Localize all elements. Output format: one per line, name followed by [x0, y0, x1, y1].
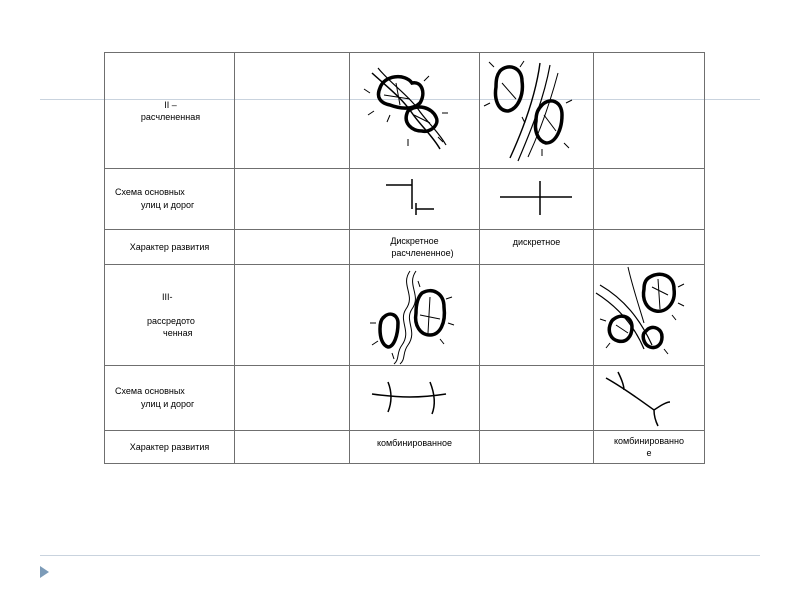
empty-cell	[594, 230, 705, 265]
empty-cell	[480, 431, 594, 464]
empty-cell	[235, 366, 350, 431]
development-value-dissected-b: дискретное	[480, 230, 594, 265]
row-development	[105, 431, 705, 464]
empty-cell	[235, 431, 350, 464]
row-development	[105, 230, 705, 265]
development-value-line1: комбинированно	[614, 436, 684, 446]
road-scheme-label-line1: Схема основных	[115, 187, 185, 197]
settlement-diagram-icon	[350, 53, 480, 168]
type-label-line2: рассредото	[147, 316, 195, 326]
road-diagram-cell-dissected-a	[350, 169, 480, 230]
road-scheme-icon	[480, 169, 594, 229]
empty-cell	[235, 265, 350, 366]
row-road-scheme	[105, 169, 705, 230]
type-label-line1: III-	[162, 292, 173, 302]
road-diagram-cell-dispersed-a	[350, 366, 480, 431]
development-value-line2: е	[646, 448, 652, 458]
diagram-cell-dissected-a	[350, 53, 480, 169]
diagram-cell-dispersed-a	[350, 265, 480, 366]
road-scheme-icon	[350, 366, 480, 430]
empty-cell	[480, 265, 594, 366]
type-label-dissected	[105, 53, 235, 169]
development-value-dissected-a	[350, 230, 480, 265]
road-diagram-cell-dispersed-b	[594, 366, 705, 431]
empty-cell	[480, 366, 594, 431]
type-label-line2: расчлененная	[140, 111, 201, 122]
settlement-diagram-icon	[480, 53, 594, 168]
empty-cell	[594, 169, 705, 230]
empty-cell	[235, 53, 350, 169]
development-value-dispersed-b	[594, 431, 705, 464]
development-value-dispersed-a: комбинированное	[350, 431, 480, 464]
bottom-divider	[40, 555, 760, 556]
empty-cell	[235, 230, 350, 265]
city-planning-table	[104, 52, 705, 464]
row-road-scheme	[105, 366, 705, 431]
settlement-diagram-icon	[350, 265, 480, 365]
empty-cell	[235, 169, 350, 230]
diagram-cell-dispersed-b	[594, 265, 705, 366]
type-label-dispersed	[105, 265, 235, 366]
row-type-dissected	[105, 53, 705, 169]
play-arrow-icon[interactable]	[40, 566, 49, 578]
type-label-line3: ченная	[163, 328, 193, 338]
empty-cell	[594, 53, 705, 169]
row-type-dispersed	[105, 265, 705, 366]
road-scheme-label-line2: улиц и дорог	[141, 399, 195, 409]
road-diagram-cell-dissected-b	[480, 169, 594, 230]
road-scheme-label	[105, 169, 235, 230]
road-scheme-icon	[350, 169, 480, 229]
development-value-line2: расчлененное)	[391, 248, 454, 258]
settlement-diagram-icon	[594, 265, 705, 365]
development-value-line1: Дискретное	[390, 236, 439, 246]
development-label: Характер развития	[105, 230, 235, 265]
type-label-line1: II –	[164, 99, 177, 110]
road-scheme-label	[105, 366, 235, 431]
road-scheme-label-line2: улиц и дорог	[141, 200, 195, 210]
road-scheme-icon	[594, 366, 705, 430]
development-label: Характер развития	[105, 431, 235, 464]
diagram-cell-dissected-b	[480, 53, 594, 169]
road-scheme-label-line1: Схема основных	[115, 386, 185, 396]
